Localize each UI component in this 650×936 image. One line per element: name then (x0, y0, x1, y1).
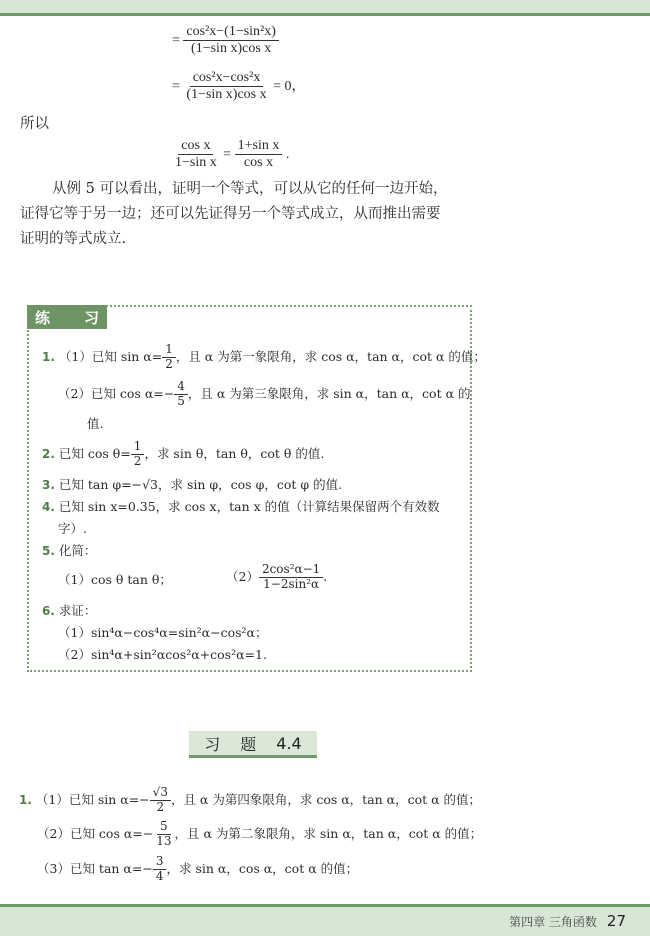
fraction (183, 70, 269, 103)
numerator: 2cos²α−1 (259, 563, 323, 578)
item-number: 2. (42, 446, 55, 461)
denominator: cos x (243, 155, 274, 171)
text: 已知 cos θ= (58, 445, 131, 461)
paragraph-line: 证得它等于另一边；还可以先证得另一个等式成立，从而推出需要 (20, 206, 441, 222)
chapter-label: 第四章 三角函数 (509, 915, 597, 929)
exercise-1-2 (58, 380, 471, 409)
fraction-left (172, 138, 220, 171)
exercise-title (27, 305, 107, 329)
derivation-line-1 (172, 24, 279, 57)
equals-sign: = (223, 146, 232, 162)
denominator: 1−sin x (175, 155, 217, 171)
exercise-4-cont: 字）. (58, 521, 87, 536)
page-footer (509, 912, 626, 930)
denominator: 2 (133, 453, 142, 468)
numerator: 1+sin x (235, 138, 283, 155)
fraction (150, 786, 171, 815)
fraction (153, 820, 174, 849)
title-number: 4.4 (276, 733, 302, 753)
equals-sign: = (172, 32, 180, 48)
result-zero: = 0， (273, 78, 306, 94)
numerator: cos²x−cos²x (190, 70, 264, 87)
item-number: 6. (42, 604, 55, 618)
numerator: √3 (150, 786, 171, 801)
exercise-1-2-cont: 值. (87, 416, 104, 431)
numerator: 4 (174, 380, 188, 395)
denominator: 1−2sin²α (263, 576, 320, 591)
problem-1-3 (37, 855, 358, 884)
problems-title (189, 731, 317, 758)
text: （1）已知 sin α= (58, 348, 163, 364)
fraction (162, 343, 176, 372)
text: . (323, 568, 328, 584)
numerator: cos x (178, 138, 213, 155)
item-number: 3. (42, 478, 55, 492)
exercise-3 (42, 475, 342, 493)
denominator: (1−sin x)cos x (186, 87, 267, 103)
fraction (174, 380, 188, 409)
denominator: (1−sin x)cos x (191, 41, 272, 57)
exercise-4 (42, 497, 440, 515)
denominator: 13 (156, 833, 172, 848)
exercise-title-right: 习 (83, 308, 99, 327)
text: 已知 tan φ=−√3，求 sin φ，cos φ，cot φ 的值. (58, 477, 343, 492)
exercise-6-1: （1）sin⁴α−cos⁴α=sin²α−cos²α； (58, 625, 268, 640)
exercise-1-1 (42, 343, 486, 372)
equals-sign: = (172, 78, 180, 94)
exercise-5 (42, 541, 96, 559)
fraction (259, 563, 323, 592)
numerator: 1 (131, 440, 145, 455)
so-label: 所以 (20, 116, 49, 132)
numerator: 5 (157, 820, 171, 835)
text: （2）已知 cos α=− (37, 825, 154, 841)
text: 化简： (58, 543, 97, 558)
header-band (0, 0, 650, 13)
text: 求证： (58, 603, 97, 618)
text: ，且 α 为第二象限角，求 sin α，tan α，cot α 的值； (174, 825, 483, 841)
numerator: cos²x−(1−sin²x) (183, 24, 279, 41)
page-number: 27 (606, 912, 626, 930)
exercise-title-left: 练 (35, 308, 51, 327)
exercise-5-1: （1）cos θ tan θ； (58, 572, 172, 587)
problem-1-1 (19, 786, 481, 815)
text: 已知 sin x=0.35，求 cos x，tan x 的值（计算结果保留两个有效数 (58, 499, 440, 514)
fraction (183, 24, 279, 57)
exercise-6 (42, 601, 96, 619)
denominator: 2 (156, 799, 165, 814)
fraction-right (235, 138, 283, 171)
denominator: 5 (177, 393, 185, 408)
title-char: 题 (240, 734, 257, 754)
fraction (131, 440, 145, 469)
text: ，且 α 为第一象限角，求 cos α，tan α，cot α 的值； (175, 348, 486, 364)
exercise-2 (42, 440, 324, 469)
text: ，求 sin θ，tan θ，cot θ 的值. (144, 445, 325, 461)
identity-result (172, 138, 289, 171)
derivation-line-2 (172, 70, 306, 103)
denominator: 4 (155, 868, 164, 883)
text: ，且 α 为第三象限角，求 sin α，tan α，cot α 的 (187, 385, 471, 401)
text: ，求 sin α，cos α，cot α 的值； (166, 860, 359, 876)
fraction (153, 855, 167, 884)
text: ，且 α 为第四象限角，求 cos α，tan α，cot α 的值； (170, 791, 482, 807)
text: （2）已知 cos α=− (58, 385, 175, 401)
item-number: 5. (42, 544, 55, 558)
text: （1）已知 sin α=− (35, 791, 150, 807)
title-char: 习 (204, 734, 221, 754)
paragraph-line: 从例 5 可以看出，证明一个等式，可以从它的任何一边开始， (52, 181, 448, 197)
item-number: 1. (19, 792, 32, 807)
numerator: 1 (162, 343, 176, 358)
problem-1-2 (37, 820, 482, 849)
text: （2） (226, 568, 259, 584)
paragraph-line: 证明的等式成立. (20, 231, 127, 247)
item-number: 4. (42, 500, 55, 514)
exercise-6-2: （2）sin⁴α+sin²αcos²α+cos²α=1. (58, 647, 267, 662)
numerator: 3 (153, 855, 167, 870)
exercise-5-2 (226, 563, 327, 592)
period: . (285, 146, 290, 162)
item-number: 1. (42, 349, 55, 364)
header-rule (0, 13, 650, 16)
denominator: 2 (165, 356, 173, 371)
text: （3）已知 tan α=− (37, 860, 153, 876)
